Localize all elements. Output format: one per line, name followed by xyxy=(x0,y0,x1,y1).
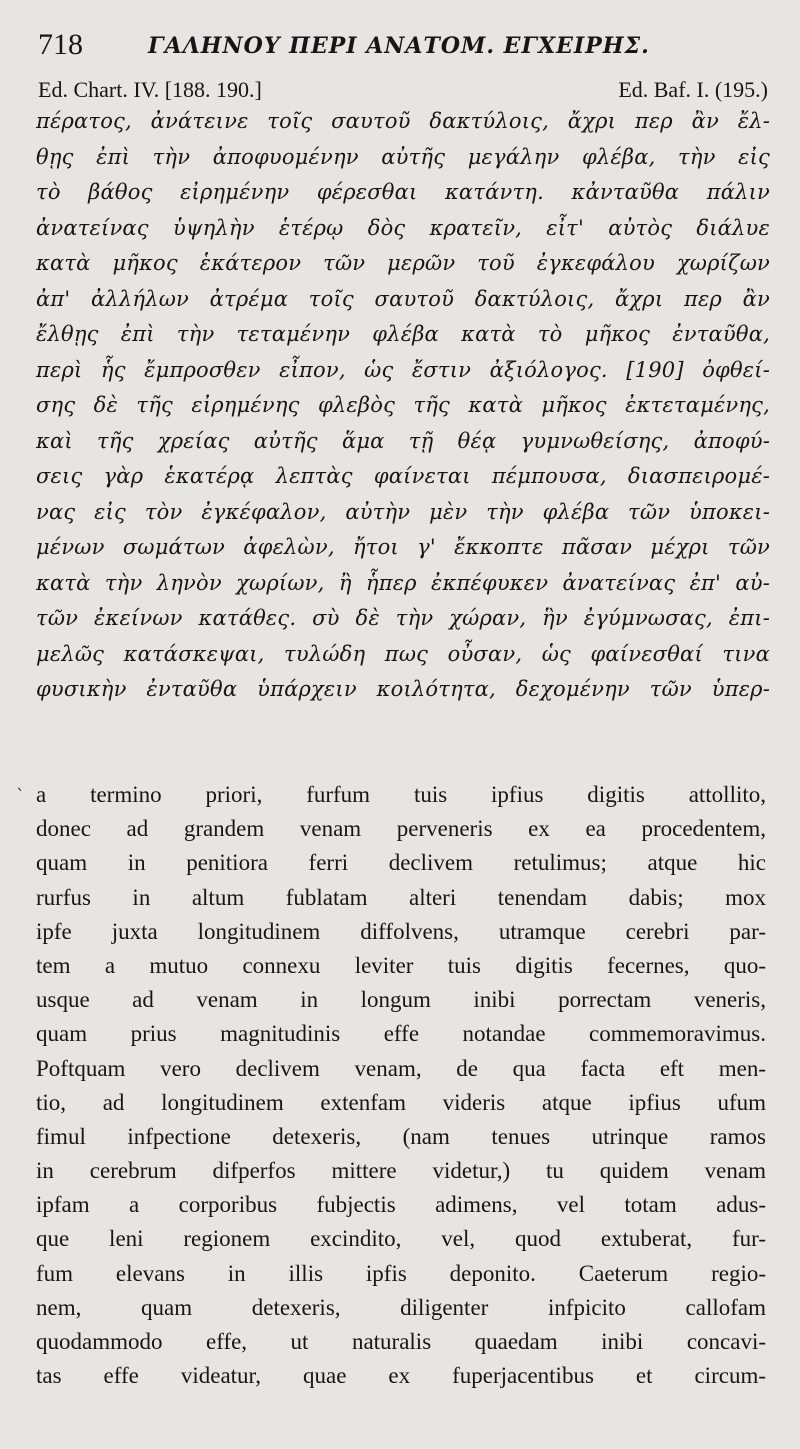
latin-line: tem a mutuo connexu leviter tuis digitis fecernes, quo- xyxy=(36,952,766,978)
margin-mark: ` xyxy=(16,786,25,807)
latin-translation-column xyxy=(36,778,766,1393)
latin-line: tio, ad longitudinem extenfam videris atque ipfius ufum xyxy=(36,1089,766,1115)
edition-reference-line xyxy=(38,76,768,104)
latin-line: ipfe juxta longitudinem diffolvens, utramque cerebri par- xyxy=(36,918,766,944)
edition-basel-reference: Ed. Baf. I. (195.) xyxy=(618,77,768,102)
latin-line: usque ad venam in longum inibi porrectam veneris, xyxy=(36,987,766,1013)
greek-line: ἀνατείνας ὑψηλὴν ἑτέρῳ δὸς κρατεῖν, εἶτ' αὐτὸς διάλυε xyxy=(36,215,770,240)
greek-line: κατὰ τὴν ληνὸν χωρίων, ἢ ἧπερ ἐκπέφυκεν ἀνατείνας ἐπ' αὐ- xyxy=(36,570,770,595)
greek-line: σεις γὰρ ἑκατέρᾳ λεπτὰς φαίνεται πέμπουσα, διασπειρομέ- xyxy=(36,464,770,488)
latin-line: fimul infpectione detexeris, (nam tenues utrinque ramos xyxy=(36,1123,766,1149)
greek-line: μελῶς κατάσκεψαι, τυλώδη πως οὖσαν, ὡς φαίνεσθαί τινα xyxy=(36,641,770,666)
page-header xyxy=(38,28,768,62)
latin-line: a termino priori, furfum tuis ipfius digitis attollito, xyxy=(36,782,766,807)
running-title: ΓΑΛΗΝΟΥ ΠΕΡΙ ΑΝΑΤΟΜ. ΕΓΧΕΙΡΗΣ. xyxy=(148,33,650,59)
greek-line: ἔλθῃς ἐπὶ τὴν τεταμένην φλέβα κατὰ τὸ μῆκος ἐνταῦθα, xyxy=(36,322,770,346)
latin-line: fum elevans in illis ipfis deponito. Caeterum regio- xyxy=(36,1260,766,1286)
greek-line: φυσικὴν ἐνταῦθα ὑπάρχειν κοιλότητα, δεχομένην τῶν ὑπερ- xyxy=(36,677,770,701)
latin-line: tas effe videatur, quae ex fuperjacentibus et circum- xyxy=(36,1363,766,1389)
greek-line: περὶ ἧς ἔμπροσθεν εἶπον, ὡς ἔστιν ἀξιόλογος. [190] ὀφθεί- xyxy=(36,357,770,382)
greek-line: τῶν ἐκείνων κατάθες. σὺ δὲ τὴν χώραν, ἣν ἐγύμνωσας, ἐπι- xyxy=(36,606,770,630)
latin-line: donec ad grandem venam perveneris ex ea procedentem, xyxy=(36,816,766,842)
greek-line: σης δὲ τῆς εἰρημένης φλεβὸς τῆς κατὰ μῆκος ἐκτεταμένης, xyxy=(36,393,770,417)
latin-line: ipfam a corporibus fubjectis adimens, vel totam adus- xyxy=(36,1192,766,1218)
greek-line: τὸ βάθος εἰρημένην φέρεσθαι κατάντη. κἀνταῦθα πάλιν xyxy=(36,180,770,204)
greek-line: μένων σωμάτων ἀφελὼν, ἤτοι γ' ἔκκοπτε πᾶσαν μέχρι τῶν xyxy=(36,535,770,559)
page-number: 718 xyxy=(38,28,83,61)
greek-text-column xyxy=(36,104,770,708)
latin-line: que leni regionem excindito, vel, quod extuberat, fur- xyxy=(36,1226,766,1252)
latin-line: quam prius magnitudinis effe notandae commemoravimus. xyxy=(36,1021,766,1047)
latin-line: Poftquam vero declivem venam, de qua facta eft men- xyxy=(36,1055,766,1081)
greek-line: θῃς ἐπὶ τὴν ἀποφυομένην αὐτῆς μεγάλην φλέβα, τὴν εἰς xyxy=(36,144,770,169)
greek-line: ἀπ' ἀλλήλων ἀτρέμα τοῖς σαυτοῦ δακτύλοις, ἄχρι περ ἂν xyxy=(36,286,770,311)
greek-line: νας εἰς τὸν ἐγκέφαλον, αὐτὴν μὲν τὴν φλέβα τῶν ὑποκει- xyxy=(36,499,770,524)
edition-chart-reference: Ed. Chart. IV. [188. 190.] xyxy=(38,77,262,102)
greek-line: κατὰ μῆκος ἑκάτερον τῶν μερῶν τοῦ ἐγκεφάλου χωρίζων xyxy=(36,251,770,275)
latin-line: quam in penitiora ferri declivem retulimus; atque hic xyxy=(36,850,766,876)
latin-line: rurfus in altum fublatam alteri tenendam dabis; mox xyxy=(36,884,766,910)
latin-line: quodammodo effe, ut naturalis quaedam inibi concavi- xyxy=(36,1329,766,1354)
greek-line: πέρατος, ἀνάτεινε τοῖς σαυτοῦ δακτύλοις, ἄχρι περ ἂν ἔλ- xyxy=(36,109,770,133)
greek-line: καὶ τῆς χρείας αὐτῆς ἅμα τῇ θέᾳ γυμνωθείσης, ἀποφύ- xyxy=(36,428,770,453)
latin-line: nem, quam detexeris, diligenter infpicito callofam xyxy=(36,1294,766,1320)
latin-line: in cerebrum difperfos mittere videtur,) tu quidem venam xyxy=(36,1158,766,1184)
